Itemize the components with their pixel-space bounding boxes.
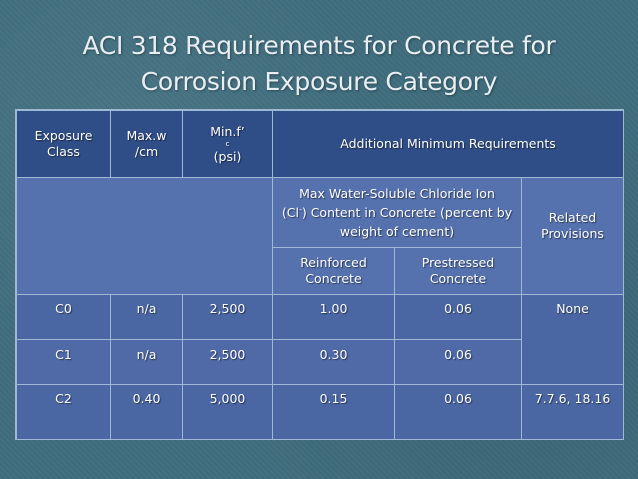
- cell-reinforced: 0.15: [273, 385, 395, 440]
- header-min-fc-unit: (psi): [213, 148, 242, 164]
- cell-exposure-class: C0: [17, 295, 111, 340]
- header-chloride-superscript: -: [298, 204, 302, 214]
- header-additional-requirements: Additional Minimum Requirements: [273, 111, 624, 178]
- header-min-fc-subscript: c: [225, 139, 230, 148]
- requirements-table-frame: [15, 109, 624, 440]
- cell-reinforced: 1.00: [273, 295, 395, 340]
- header-reinforced-concrete: Reinforced Concrete: [273, 248, 395, 295]
- cell-min-fc: 2,500: [183, 295, 273, 340]
- cell-prestressed: 0.06: [395, 340, 522, 385]
- cell-related-provisions: 7.7.6, 18.16: [522, 385, 624, 440]
- cell-max-wcm: n/a: [111, 340, 183, 385]
- header-min-fc: [183, 111, 273, 178]
- cell-min-fc: 5,000: [183, 385, 273, 440]
- header-max-wcm: Max.w /cm: [111, 111, 183, 178]
- header-prestressed-concrete: Prestressed Concrete: [395, 248, 522, 295]
- cell-exposure-class: C2: [17, 385, 111, 440]
- cell-max-wcm: 0.40: [111, 385, 183, 440]
- requirements-table: [16, 110, 624, 440]
- header-exposure-class: Exposure Class: [17, 111, 111, 178]
- cell-related-provisions: None: [522, 295, 624, 385]
- header-related-provisions: Related Provisions: [522, 178, 624, 295]
- header-min-fc-label: Min.f’: [210, 123, 245, 139]
- slide-title-line-2: Corrosion Exposure Category: [140, 67, 498, 96]
- header-chloride-line-1: Max Water-Soluble Chloride Ion: [299, 186, 495, 201]
- header-row: [17, 111, 624, 178]
- cell-prestressed: 0.06: [395, 385, 522, 440]
- cell-prestressed: 0.06: [395, 295, 522, 340]
- slide-title: [0, 28, 638, 100]
- table-row: [17, 295, 624, 340]
- header-chloride-open: (Cl: [281, 205, 299, 220]
- cell-reinforced: 0.30: [273, 340, 395, 385]
- slide-title-line-1: ACI 318 Requirements for Concrete for: [82, 31, 556, 60]
- header-chloride-rest: ) Content in Concrete (percent by weight of cement): [301, 205, 513, 239]
- header-chloride-content: [273, 178, 522, 248]
- subheader-row-1: [17, 178, 624, 248]
- cell-max-wcm: n/a: [111, 295, 183, 340]
- cell-exposure-class: C1: [17, 340, 111, 385]
- cell-min-fc: 2,500: [183, 340, 273, 385]
- table-row: [17, 385, 624, 440]
- subheader-empty-cell: [17, 178, 273, 295]
